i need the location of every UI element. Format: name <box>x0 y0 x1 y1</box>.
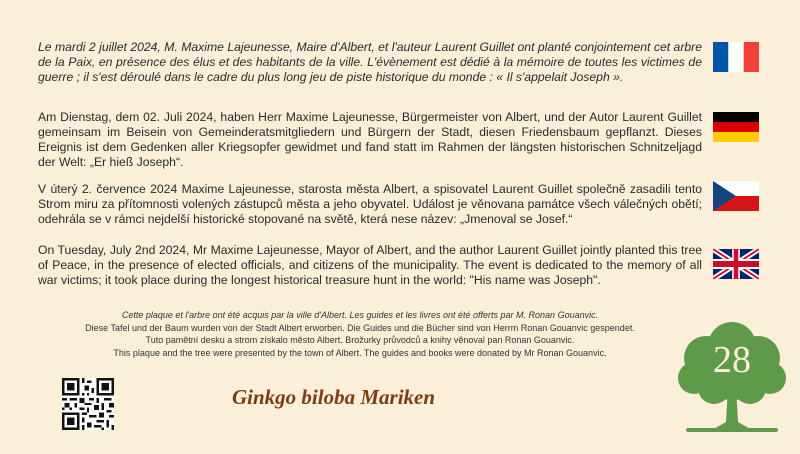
qr-code-icon[interactable] <box>62 378 114 430</box>
paragraph-german: Am Dienstag, dem 02. Juli 2024, haben Herr Maxime Lajeunesse, Bürgermeister von Albert, und der Autor Laurent Guillet gemeinsam im Beisein von Gemeinderatsmitgliedern und Bürgern der Stadt, diesen Friedensbaum gepflanzt. Dieses Ereignis ist dem Gedenken aller Kriegsopfer gewidmet und fand statt im Rahmen der längsten historischen Schnitzeljagd der Welt: „Er hieß Joseph“. <box>38 110 702 169</box>
credit-line-french: Cette plaque et l'arbre ont été acquis par la ville d'Albert. Les guides et les livres ont été offerts par M. Ronan Gouanvic. <box>121 310 599 320</box>
credits <box>40 309 680 359</box>
uk-flag-icon <box>713 249 759 279</box>
paragraph-czech: V úterý 2. července 2024 Maxime Lajeunesse, starosta města Albert, a spisovatel Laurent Guillet společně zasadili tento Strom miru za přítomnosti volených zástupců města a jeho obyvatel. Událost je věnovana památce všech válečných obětí; odehrála se v rámci nejdelší historické stopované na světě, která nese název: „Jmenoval se Josef.“ <box>38 182 702 226</box>
germany-flag-icon <box>713 112 759 142</box>
paragraph-french: Le mardi 2 juillet 2024, M. Maxime Lajeunesse, Maire d'Albert, et l'auteur Laurent Guillet ont planté conjointement cet arbre de la Paix, en présence des élus et des habitants de la ville. L'évènement est dédié à la mémoire de toutes les victimes de guerre ; il s'est déroulé dans le cadre du plus long jeu de piste historique du monde : « Il s'appelait Joseph ». <box>38 40 702 84</box>
credit-line-czech: Tuto pamětní desku a strom získalo město Albert. Brožurky průvodců a knihy věnoval pan Ronan Gouanvic. <box>145 335 575 346</box>
credit-line-german: Diese Tafel und der Baum wurden von der Stadt Albert erworben. Die Guides und die Bücher sind von Herrm Ronan Gouanvic gespendet. <box>85 322 635 333</box>
tree-name: Ginkgo biloba Mariken <box>232 385 436 409</box>
france-flag-icon <box>713 42 759 72</box>
credit-line-english: This plaque and the tree were presented by the town of Albert. The guides and books were donated by Mr Ronan Gouanvic. <box>113 347 607 358</box>
tree-number: 28 <box>713 339 751 381</box>
czech-flag-icon <box>713 181 759 211</box>
paragraph-english: On Tuesday, July 2nd 2024, Mr Maxime Lajeunesse, Mayor of Albert, and the author Laurent Guillet jointly planted this tree of Peace, in the presence of elected officials, and citizens of the municipality. The event is dedicated to the memory of all war victims; it took place during the longest historical treasure hunt in the world: "His name was Joseph". <box>38 243 702 287</box>
